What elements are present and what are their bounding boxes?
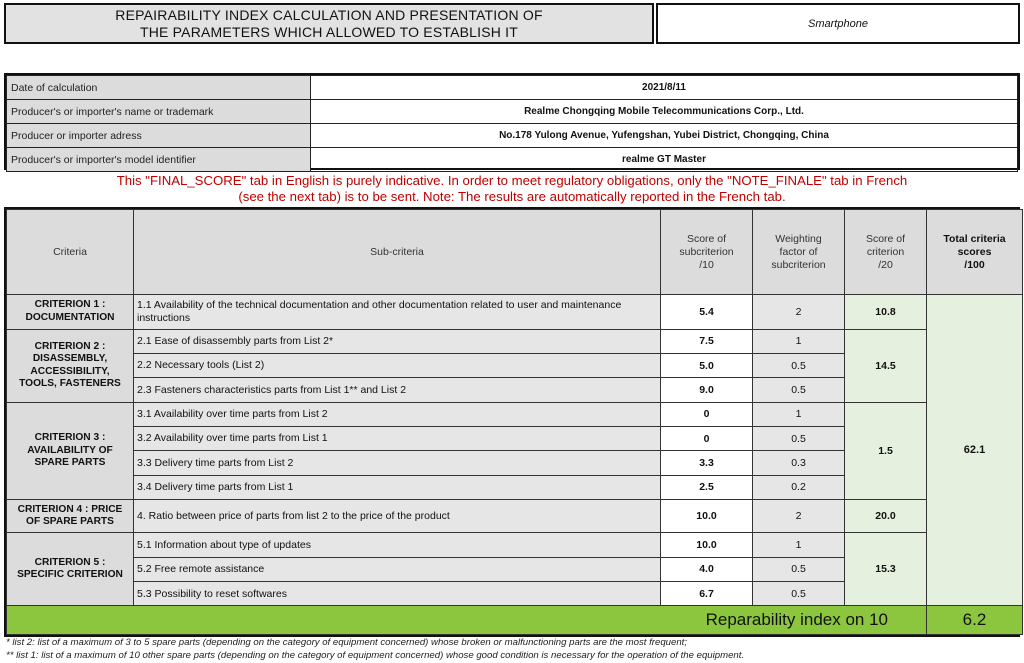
info-row-model (7, 148, 1018, 172)
weighting-factor: 0.3 (753, 451, 845, 475)
subcriterion-label: 1.1 Availability of the technical documentation and other documentation related to user and maintenance instructions (134, 295, 661, 329)
header-line: Weighting (775, 232, 822, 245)
info-row-date (7, 76, 1018, 100)
subcriterion-label: 2.3 Fasteners characteristics parts from List 1** and List 2 (134, 378, 661, 402)
report-title (4, 3, 654, 44)
weighting-factor: 0.2 (753, 475, 845, 499)
header-line: Score of (686, 232, 727, 245)
producer-info-table (4, 73, 1020, 170)
notice-line1: This "FINAL_SCORE" tab in English is purely indicative. In order to meet regulatory obligations, only the "NOTE_FINALE" tab in French (116, 173, 908, 188)
criterion-1-label (7, 295, 134, 329)
header-line: /100 (964, 258, 985, 271)
report-title-line1: REPAIRABILITY INDEX CALCULATION AND PRESENTATION OF (115, 6, 543, 23)
subcriterion-label: 3.4 Delivery time parts from List 1 (134, 475, 661, 499)
info-value: 2021/8/11 (311, 76, 1018, 100)
criterion-3-label (7, 402, 134, 499)
criterion-4-score: 20.0 (845, 499, 927, 532)
col-header-subcriteria: Sub-criteria (134, 210, 661, 295)
weighting-factor: 2 (753, 499, 845, 532)
subcriterion-score: 9.0 (661, 378, 753, 402)
table-header-row (7, 210, 1023, 295)
criterion-2-score: 14.5 (845, 329, 927, 402)
reparability-index-label: Reparability index on 10 (7, 606, 927, 635)
criterion-line: CRITERION 2 : (34, 340, 106, 352)
header-line: factor of (779, 245, 818, 258)
weighting-factor: 1 (753, 329, 845, 353)
table-row (7, 295, 1023, 329)
header-line: Total criteria (943, 232, 1006, 245)
header-line: scores (957, 245, 992, 258)
subcriterion-score: 5.4 (661, 295, 753, 329)
criterion-line: CRITERION 5 : (34, 556, 106, 568)
info-label: Date of calculation (7, 76, 311, 100)
weighting-factor: 1 (753, 533, 845, 557)
criterion-line: SPARE PARTS (34, 457, 106, 469)
col-header-criteria: Criteria (7, 210, 134, 295)
criterion-line: AVAILABILITY OF (27, 444, 113, 456)
footnote-list-2: * list 2: list of a maximum of 3 to 5 spare parts (depending on the category of equipment concerned) whose broken or malfunctioning parts are the most frequent; (6, 637, 687, 648)
report-title-line2: THE PARAMETERS WHICH ALLOWED TO ESTABLISH IT (139, 23, 519, 40)
info-value: Realme Chongqing Mobile Telecommunications Corp., Ltd. (311, 100, 1018, 124)
weighting-factor: 1 (753, 402, 845, 426)
info-label: Producer's or importer's name or trademark (7, 100, 311, 124)
reparability-index-row (7, 606, 1023, 635)
header-line: subcriterion (771, 258, 826, 271)
criterion-5-label (7, 533, 134, 606)
subcriterion-score: 0 (661, 426, 753, 450)
header-line: /20 (878, 258, 893, 271)
subcriterion-score: 5.0 (661, 354, 753, 378)
subcriterion-label: 3.1 Availability over time parts from List 2 (134, 402, 661, 426)
criterion-line: TOOLS, FASTENERS (19, 378, 121, 390)
weighting-factor: 0.5 (753, 582, 845, 606)
weighting-factor: 0.5 (753, 557, 845, 581)
subcriterion-label: 3.2 Availability over time parts from List 1 (134, 426, 661, 450)
table-row (7, 402, 1023, 426)
criterion-5-score: 15.3 (845, 533, 927, 606)
criterion-line: DOCUMENTATION (25, 311, 115, 323)
regulatory-notice (0, 173, 1024, 205)
info-label: Producer's or importer's model identifier (7, 148, 311, 172)
subcriterion-label: 3.3 Delivery time parts from List 2 (134, 451, 661, 475)
criterion-2-label (7, 329, 134, 402)
total-criteria-score: 62.1 (927, 295, 1023, 606)
product-category: Smartphone (656, 3, 1020, 44)
header-line: criterion (866, 245, 905, 258)
reparability-index-value: 6.2 (927, 606, 1023, 635)
weighting-factor: 2 (753, 295, 845, 329)
subcriterion-score: 7.5 (661, 329, 753, 353)
subcriterion-score: 6.7 (661, 582, 753, 606)
footnote-list-1: ** list 1: list of a maximum of 10 other spare parts (depending on the category of equipment concerned) whose good condition is necessary for the operation of the equipment. (6, 650, 745, 661)
info-row-address (7, 124, 1018, 148)
criterion-line: CRITERION 3 : (34, 432, 106, 444)
table-row (7, 329, 1023, 353)
subcriterion-score: 10.0 (661, 533, 753, 557)
subcriterion-label: 4. Ratio between price of parts from list 2 to the price of the product (134, 499, 661, 532)
criterion-3-score: 1.5 (845, 402, 927, 499)
subcriterion-score: 0 (661, 402, 753, 426)
weighting-factor: 0.5 (753, 354, 845, 378)
info-label: Producer or importer adress (7, 124, 311, 148)
subcriterion-score: 4.0 (661, 557, 753, 581)
col-header-total (927, 210, 1023, 295)
criterion-line: CRITERION 4 : PRICE (17, 503, 123, 515)
subcriterion-label: 2.1 Ease of disassembly parts from List 2* (134, 329, 661, 353)
weighting-factor: 0.5 (753, 378, 845, 402)
criterion-line: SPECIFIC CRITERION (17, 569, 123, 581)
col-header-criterion-score (845, 210, 927, 295)
header-line: /10 (699, 258, 714, 271)
info-value: No.178 Yulong Avenue, Yufengshan, Yubei District, Chongqing, China (311, 124, 1018, 148)
subcriterion-score: 3.3 (661, 451, 753, 475)
subcriterion-score: 10.0 (661, 499, 753, 532)
scoring-table (4, 207, 1020, 637)
col-header-weighting (753, 210, 845, 295)
criterion-line: DISASSEMBLY, (32, 353, 108, 365)
header-line: Score of (865, 232, 906, 245)
criterion-line: CRITERION 1 : (34, 299, 106, 311)
col-header-subcriterion-score (661, 210, 753, 295)
subcriterion-label: 2.2 Necessary tools (List 2) (134, 354, 661, 378)
header-line: subcriterion (679, 245, 734, 258)
table-row (7, 499, 1023, 532)
notice-line2: (see the next tab) is to be sent. Note: The results are automatically reported in the French tab. (238, 189, 786, 204)
criterion-line: ACCESSIBILITY, (30, 365, 110, 377)
weighting-factor: 0.5 (753, 426, 845, 450)
subcriterion-score: 2.5 (661, 475, 753, 499)
criterion-1-score: 10.8 (845, 295, 927, 329)
subcriterion-label: 5.3 Possibility to reset softwares (134, 582, 661, 606)
subcriterion-label: 5.2 Free remote assistance (134, 557, 661, 581)
info-row-name (7, 100, 1018, 124)
table-row (7, 533, 1023, 557)
criterion-4-label (7, 499, 134, 532)
criterion-line: OF SPARE PARTS (26, 516, 114, 528)
subcriterion-label: 5.1 Information about type of updates (134, 533, 661, 557)
info-value: realme GT Master (311, 148, 1018, 172)
